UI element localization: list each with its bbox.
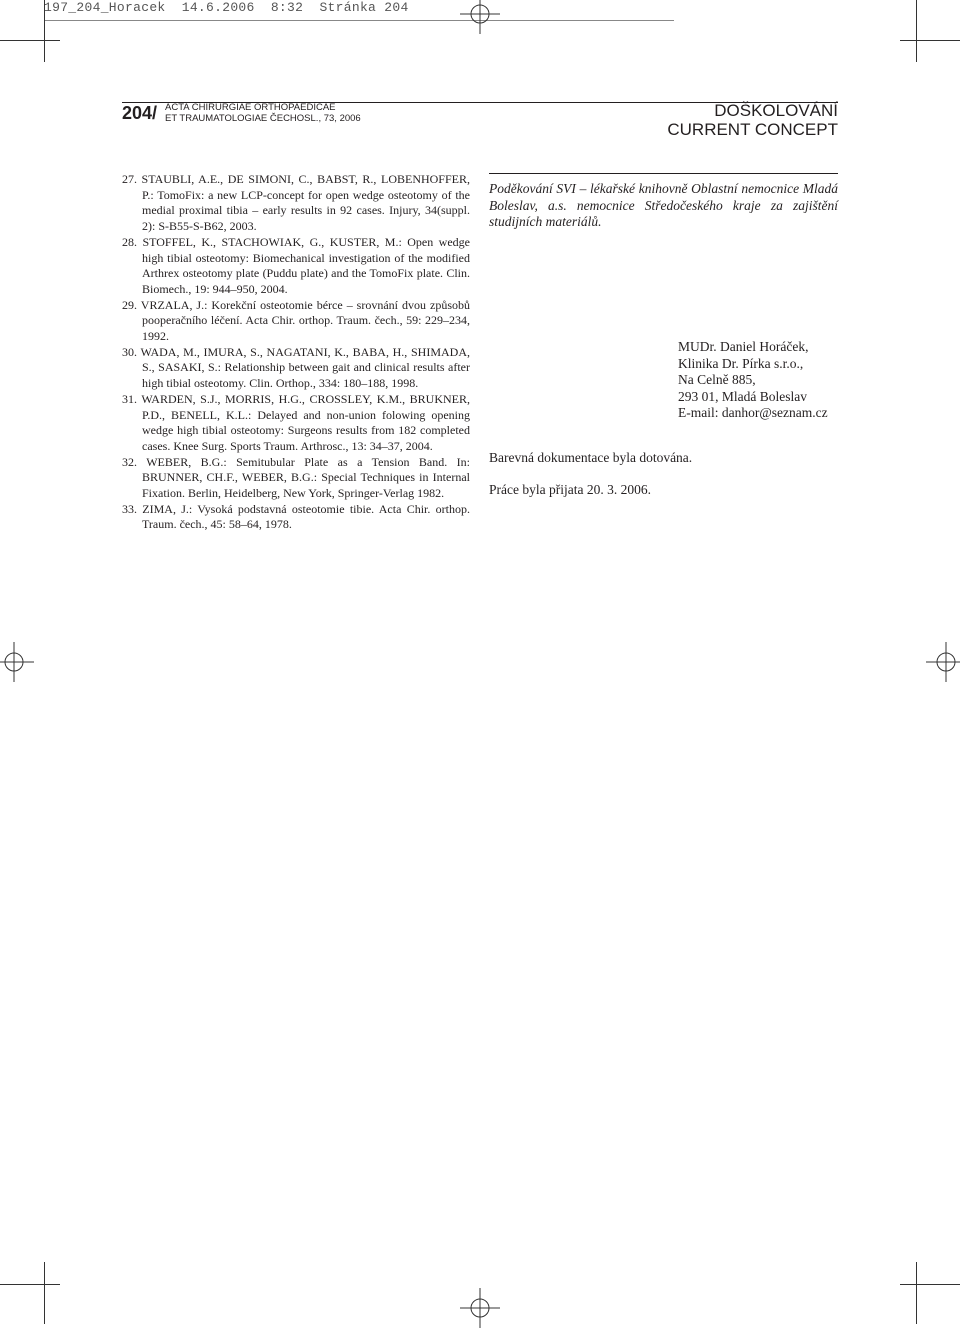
reference-item: 32. WEBER, B.G.: Semitubular Plate as a Tension Band. In: BRUNNER, CH.F., WEBER, B.G.: Special Techniques in Internal Fixation. Berlin, Heidelberg, New York, Springer-Verlag 1982.: [122, 454, 470, 501]
journal-title: [165, 103, 361, 124]
reference-item: 28. STOFFEL, K., STACHOWIAK, G., KUSTER, M.: Open wedge high tibial osteotomy: Biomechanical investigation of the modified Arthrex osteotomy plate (Puddu plate) and the TomoFix plate. Clin. Biomech., 19: 944–950, 2004.: [122, 234, 470, 296]
author-street: Na Celně 885,: [678, 372, 756, 387]
journal-title-line-2: ET TRAUMATOLOGIAE ČECHOSL., 73, 2006: [165, 112, 361, 124]
reference-item: 30. WADA, M., IMURA, S., NAGATANI, K., BABA, H., SHIMADA, S., SASAKI, S.: Relationship between gait and clinical results after high tibial osteotomy. Clin. Orthop., 334: 180–188, 1998.: [122, 344, 470, 391]
acknowledgement: Poděkování SVI – lékařské knihovně Oblastní nemocnice Mladá Boleslav, a.s. nemocnice Středočeského kraje za zajištění studijních materiálů.: [489, 181, 838, 229]
reference-item: 33. ZIMA, J.: Vysoká podstavná osteotomie tibie. Acta Chir. orthop. Traum. čech., 45: 58–64, 1978.: [122, 501, 470, 532]
reference-item: 29. VRZALA, J.: Korekční osteotomie bérce – srovnání dvou způsobů pooperačního léčení. Acta Chir. orthop. Traum. čech., 59: 229–234, 1992.: [122, 297, 470, 344]
author-name: MUDr. Daniel Horáček,: [678, 339, 809, 354]
funding-note: Barevná dokumentace byla dotována.: [489, 450, 693, 465]
reference-item: 27. STAUBLI, A.E., DE SIMONI, C., BABST, R., LOBENHOFFER, P.: TomoFix: a new LCP-concept for open wedge osteotomy of the medial proximal tibia – early results in 92 cases. Injury, 34(suppl. 2): S-B55-S-B62, 2003.: [122, 172, 470, 234]
slug-rule: [44, 20, 674, 21]
author-email: E-mail: danhor@seznam.cz: [678, 405, 828, 420]
section-title-line-1: DOŠKOLOVÁNÍ: [714, 101, 838, 120]
reference-list: [122, 172, 470, 533]
author-city: 293 01, Mladá Boleslav: [678, 388, 807, 404]
section-title-line-2: CURRENT CONCEPT: [667, 120, 838, 139]
section-title: [667, 101, 838, 139]
journal-title-line-1: ACTA CHIRURGIAE ORTHOPAEDICAE: [165, 102, 336, 113]
registration-mark-top: [460, 0, 500, 34]
page-number: 204/: [122, 103, 158, 123]
author-affiliation: Klinika Dr. Pírka s.r.o.,: [678, 355, 804, 371]
printer-slug: 197_204_Horacek 14.6.2006 8:32 Stránka 204: [44, 0, 409, 15]
author-address: [678, 339, 828, 422]
registration-mark-right: [926, 642, 960, 682]
received-note: Práce byla přijata 20. 3. 2006.: [489, 482, 651, 497]
acknowledgement-rule: [489, 173, 838, 174]
registration-mark-left: [0, 642, 34, 682]
registration-mark-bottom: [460, 1288, 500, 1328]
reference-item: 31. WARDEN, S.J., MORRIS, H.G., CROSSLEY, K.M., BRUKNER, P.D., BENELL, K.L.: Delayed and non-union folowing opening wedge high tibial osteotomy: Surgeons results from 182 completed cases. Knee Surg. Sports Traum. Arthrosc., 13: 34–37, 2004.: [122, 391, 470, 453]
